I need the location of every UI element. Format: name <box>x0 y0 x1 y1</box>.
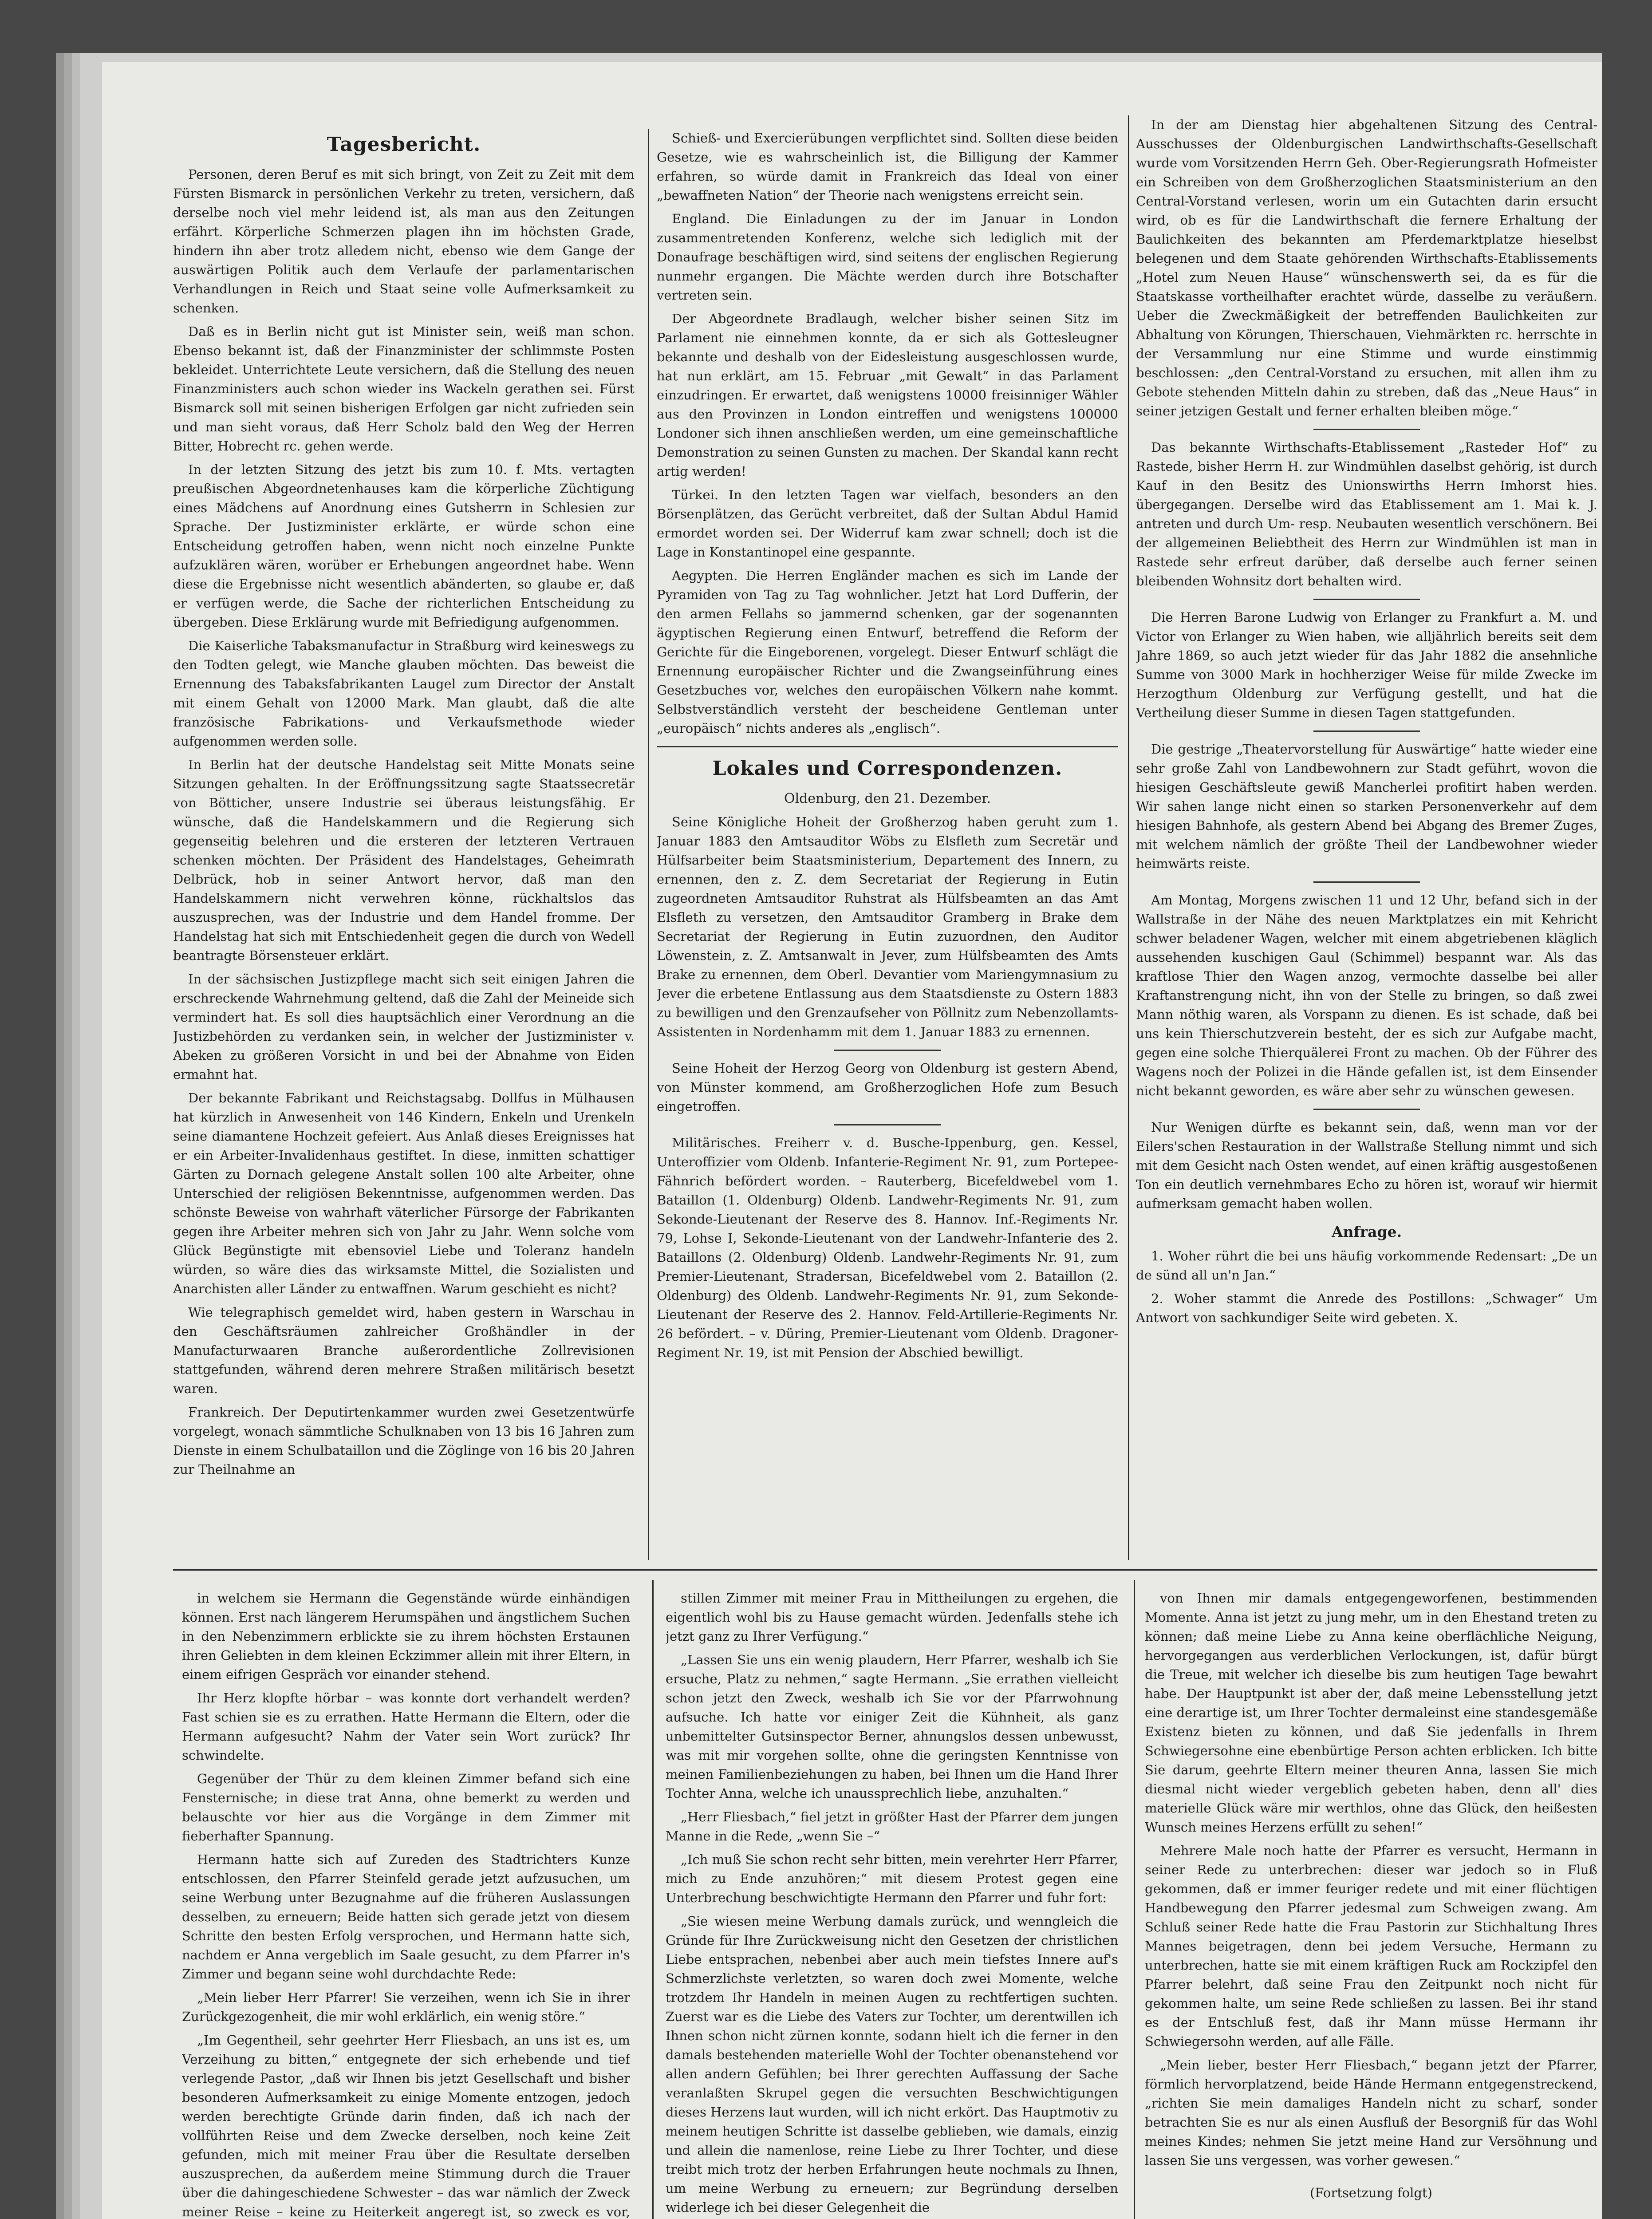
article-paragraph: Frankreich. Der Deputirtenkammer wurden zwei Gesetzentwürfe vorgelegt, wonach sämmtliche Schulknaben von 13 bis 16 Jahren zum Dienste in einem Schulbataillon und die Zöglinge von 16 bis 20 Jahren zur Theilnahme an <box>173 1405 635 1477</box>
article-paragraph: Personen, deren Beruf es mit sich bringt, von Zeit zu Zeit mit dem Fürsten Bismarck in persönlichen Verkehr zu treten, versichern, daß derselbe noch viel mehr leidend ist, als man aus den Zeitungen erfährt. Körperliche Schmerzen plagen ihn im höchsten Grade, hindern ihn aber trotz alledem nicht, ebenso wie dem Gange der auswärtigen Politik auch dem Verlaufe der parlamentarischen Verhandlungen in Reich und Staat seine volle Aufmerksamkeit zu schenken. <box>173 167 635 316</box>
column-3 <box>1136 115 1597 1558</box>
story-paragraph: „Mein lieber, bester Herr Fliesbach,“ begann jetzt der Pfarrer, förmlich hervorplatzend, beide Hände Hermann entgegenstreckend, „richten Sie mein damaliges Handeln nicht zu scharf, sonder betrachten Sie es nur als einen Ausfluß der Besorgniß für das Wohl meines Kindes; nehmen Sie jetzt meine Hand zur Versöhnung und lassen Sie uns vergessen, was vorher gewesen.“ <box>1145 2057 1597 2168</box>
divider <box>1313 599 1420 600</box>
article-paragraph: Schieß- und Exercierübungen verpflichtet sind. Sollten diese beiden Gesetze, wie es wahrscheinlich ist, die Billigung der Kammer erfahren, so würde damit in Frankreich das Ideal von einer „bewaffneten Nation“ der Theorie nach wenigstens erreicht sein. <box>657 130 1118 203</box>
article-paragraph: Am Montag, Morgens zwischen 11 und 12 Uhr, befand sich in der Wallstraße in der Nähe des neuen Marktplatzes ein mit Kehricht schwer beladener Wagen, welcher mit einem abgetriebenen kläglich aussehenden kuschigen Gaul (Schimmel) bespannt war. Als das kraftlose Thier den Wagen anzog, vermochte dasselbe bei aller Kraftanstrengung nicht, ihn von der Stelle zu bringen, so daß zwei Mann nöthig waren, als Vorspann zu dienen. Es ist schade, daß bei uns kein Thierschutzverein besteht, der es sich zur Aufgabe macht, gegen eine solche Thierquälerei Front zu machen. Ob der Führer des Wagens noch der Polizei in die Hände gefallen ist, ist dem Einsender nicht bekannt geworden, es wäre aber sehr zu wünschen gewesen. <box>1136 892 1597 1098</box>
article-paragraph: Seine Hoheit der Herzog Georg von Oldenburg ist gestern Abend, von Münster kommend, am Großherzoglichen Hofe zum Besuch eingetroffen. <box>657 1061 1118 1114</box>
story-paragraph: in welchem sie Hermann die Gegenstände würde einhändigen können. Erst nach längerem Herumspähen und ängstlichem Suchen in den Nebenzimmern erblickte sie zu ihrem höchsten Erstaunen ihren Geliebten in dem kleinen Eckzimmer allein mit ihrer Eltern, in einem eifrigen Gespräch vor einander stehend. <box>182 1591 630 1682</box>
query-heading: Anfrage. <box>1331 1223 1402 1240</box>
feuilleton-column-2 <box>666 1589 1118 2219</box>
article-paragraph: Der bekannte Fabrikant und Reichstagsabg. Dollfus in Mülhausen hat kürzlich in Anwesenheit von 146 Kindern, Enkeln und Urenkeln seine diamantene Hochzeit gefeiert. Aus Anlaß dieses Ereignisses hat er ein Arbeiter-Invalidenhaus gestiftet. In diese, inmitten schattiger Gärten zu Dornach gelegene Anstalt sollen 100 alte Arbeiter, ohne Unterschied der religiösen Bekenntnisse, aufgenommen werden. Das schönste Beweise von wahrhaft väterlicher Fürsorge der Fabrikanten gegen ihre Arbeiter mehren sich von Jahr zu Jahr. Wenn solche vom Glück Begünstigte mit ebensoviel Liebe und Toleranz handeln würden, so wäre dies das wirksamste Mittel, die Sozialisten und Anarchisten aller Länder zu entwaffnen. Warum geschieht es nicht? <box>173 1090 635 1296</box>
query-item: 1. Woher rührt die bei uns häufig vorkommende Redensart: „De un de sünd all un'n Jan.“ <box>1136 1248 1597 1283</box>
article-paragraph: Türkei. In den letzten Tagen war vielfach, besonders an den Börsenplätzen, das Gerücht verbreitet, daß der Sultan Abdul Hamid ermordet worden sei. Der Widerruf kam zwar schnell; doch ist die Lage in Konstantinopel eine gespannte. <box>657 487 1118 560</box>
article-paragraph: Die Herren Barone Ludwig von Erlanger zu Frankfurt a. M. und Victor von Erlanger zu Wien haben, wie alljährlich bereits seit dem Jahre 1869, so auch jetzt wieder für das Jahr 1882 die ansehnliche Summe von 3000 Mark in hochherziger Weise für milde Zwecke im Herzogthum Oldenburg zur Verfügung gestellt, und hat die Vertheilung dieser Summe in diesen Tagen stattgefunden. <box>1136 610 1597 720</box>
feuilleton-column-3 <box>1145 1589 1597 2219</box>
dateline: Oldenburg, den 21. Dezember. <box>784 791 991 806</box>
story-paragraph: „Mein lieber Herr Pfarrer! Sie verzeihen, wenn ich Sie in ihrer Zurückgezogenheit, die mir wohl erklärlich, ein wenig störe.“ <box>182 1990 630 2024</box>
divider <box>657 746 1118 747</box>
divider <box>834 1124 941 1125</box>
article-paragraph: Die gestrige „Theatervorstellung für Auswärtige“ hatte wieder eine sehr große Zahl von Landbewohnern zur Stadt geführt, wovon die hiesigen Geschäftsleute gewiß Mancherlei profitirt haben werden. Wir sahen lange nicht einen so starken Personenverkehr auf dem hiesigen Bahnhofe, als gestern Abend bei Abgang des Bremer Zuges, mit welchem nämlich der größte Theil der Landbewohner wieder heimwärts reiste. <box>1136 742 1597 871</box>
story-paragraph: Ihr Herz klopfte hörbar – was konnte dort verhandelt werden? Fast schien sie es zu errathen. Hatte Hermann die Eltern, oder die Hermann aufgesucht? Nahm der Vater sein Wort zurück? Ihr schwindelte. <box>182 1690 630 1763</box>
story-paragraph: von Ihnen mir damals entgegengeworfenen, bestimmenden Momente. Anna ist jetzt zu jung mehr, um in den Ehestand treten zu können; daß meine Liebe zu Anna keine oberflächliche Neigung, hervorgegangen aus verderblichen Verlockungen, ist, dafür bürgt die Treue, mit welcher ich dieselbe bis zum heutigen Tage bewahrt habe. Der Hauptpunkt ist aber der, daß meine Lebensstellung jetzt eine derartige ist, um Ihrer Tochter dermaleinst eine standesgemäße Existenz bieten zu können, und daß Sie jedenfalls in Ihrem Schwiegersohne eine ebenbürtige Person achten erblicken. Ich bitte Sie darum, geehrte Eltern meiner theuren Anna, lassen Sie mich diesmal nicht wieder vergeblich gebeten haben, denn all' dies materielle Glück wäre mir werthlos, ohne das Glück, den heißesten Wunsch meines Herzens erfüllt zu sehen!“ <box>1145 1591 1597 1835</box>
article-paragraph: Militärisches. Freiherr v. d. Busche-Ippenburg, gen. Kessel, Unteroffizier vom Oldenb. Infanterie-Regiment Nr. 91, zum Portepee-Fähnrich befördert worden. – Rauterberg, Bicefeldwebel vom 1. Bataillon (1. Oldenburg) Oldenb. Landwehr-Regiments Nr. 91, zum Sekonde-Lieutenant der Reserve des 8. Hannov. Inf.-Regiments Nr. 79, Lohse I, Sekonde-Lieutenant von der Landwehr-Infanterie des 2. Bataillons (2. Oldenburg) Oldenb. Landwehr-Regiments Nr. 91, zum Premier-Lieutenant, Stradersan, Bicefeldwebel vom 2. Bataillon (2. Oldenburg) des Oldenb. Landwehr-Regiments Nr. 91, zum Sekonde-Lieutenant der Reserve des 2. Hannov. Feld-Artillerie-Regiments Nr. 26 befördert. – v. Düring, Premier-Lieutenant vom Oldenb. Dragoner-Regiment Nr. 19, ist mit Pension der Abschied bewilligt. <box>657 1135 1118 1360</box>
story-paragraph: „Lassen Sie uns ein wenig plaudern, Herr Pfarrer, weshalb ich Sie ersuche, Platz zu nehmen,“ sagte Hermann. „Sie errathen vielleicht schon jetzt den Zweck, weshalb ich Sie vor der Pfarrwohnung aufsuche. Ich hatte vor einiger Zeit die Kühnheit, als ganz unbemittelter Gutsinspector Berner, ahnungslos dessen unbewusst, was mit mir vorgehen sollte, ohne die geringsten Kenntnisse von meinen Familienbeziehungen zu haben, bei Ihnen um die Hand Ihrer Tochter Anna, welche ich unaussprechlich liebe, anzuhalten.“ <box>666 1652 1118 1801</box>
divider <box>1313 429 1420 430</box>
divider <box>1313 1109 1420 1110</box>
article-paragraph: In der am Dienstag hier abgehaltenen Sitzung des Central-Ausschusses der Oldenburgischen Landwirthschafts-Gesellschaft wurde vom Vorsitzenden Herrn Geh. Ober-Regierungsrath Hofmeister ein Schreiben von dem Großherzoglichen Staatsministerium an den Central-Vorstand verlesen, worin um ein Gutachten darin ersucht wird, ob es für die Landwirthschaft die fernere Erhaltung der Baulichkeiten des bekannten am Pferdemarktplatze hieselbst belegenen und dem Staate gehörenden Wirthschafts-Etablissements „Hotel zum Neuen Hause“ wünschenswerth sei, da es für die Staatskasse vortheilhafter erachtet würde, dasselbe zu veräußern. Ueber die Zweckmäßigkeit der betreffenden Baulichkeiten zur Abhaltung von Körungen, Thierschauen, Viehmärkten rc. herrschte in der Versammlung nur eine Stimme und wurde einstimmig beschlossen: „den Central-Vorstand zu ersuchen, mit allen ihm zu Gebote stehenden Mitteln dahin zu streben, daß das „Neue Haus“ in seiner jetzigen Gestalt und ferner erhalten bleiben möge.“ <box>1136 117 1597 419</box>
feuilleton-rule <box>173 1569 1597 1571</box>
article-paragraph: Nur Wenigen dürfte es bekannt sein, daß, wenn man vor der Eilers'schen Restauration in der Wallstraße Stellung nimmt und sich mit dem Gesicht nach Osten wendet, auf einen kräftig ausgestoßenen Ton ein deutlich vernehmbares Echo zu hören ist, worauf wir hiermit aufmerksam gemacht haben wollen. <box>1136 1120 1597 1211</box>
story-paragraph: Mehrere Male noch hatte der Pfarrer es versucht, Hermann in seiner Rede zu unterbrechen: dieser war jedoch so in Fluß gekommen, daß er immer feuriger redete und mit einer flüchtigen Handbewegung den Pfarrer jedesmal zum Schweigen zwang. Am Schluß seiner Rede hatte die Frau Pastorin zur Stichhaltung Ihres Mannes beigetragen, denn bei jedem Versuche, Hermann zu unterbrechen, hatte sie mit einem kräftigen Ruck am Rockzipfel den Pfarrer belehrt, daß seine Frau den Zeitpunkt noch nicht für gekommen halte, um seine Rede schließen zu lassen. Bei ihr stand es der Entschluß fest, daß ihr Mann müsse Hermann ihr Schwiegersohn werden, auf alle Fälle. <box>1145 1843 1597 2049</box>
local-heading: Lokales und Correspondenzen. <box>712 757 1063 780</box>
article-paragraph: Aegypten. Die Herren Engländer machen es sich im Lande der Pyramiden von Tag zu Tag wohnlicher. Jetzt hat Lord Dufferin, der den armen Fellahs so jammernd schenken, gar der sogenannten ägyptischen Regierung einen Entwurf, betreffend die Reform der Gerichte für die Eingeborenen, vorgelegt. Dieser Entwurf schlägt die Ernennung europäischer Richter und die Zwangseinführung eines Gesetzbuches vor, welches den europäischen Völkern nahe kommt. Selbstverständlich versteht der bescheidene Gentleman unter „europäisch“ nichts anderes als „englisch“. <box>657 568 1118 736</box>
story-paragraph: „Sie wiesen meine Werbung damals zurück, und wenngleich die Gründe für Ihre Zurückweisung nicht den Gesetzen der christlichen Liebe entsprachen, nebenbei aber auch mein tiefstes Innere auf's Schmerzlichste verletzten, so waren doch zwei Momente, welche trotzdem Ihr Handeln in meinen Augen zu rechtfertigen suchten. Zuerst war es die Liebe des Vaters zur Tochter, um derentwillen ich Ihnen schon nicht zürnen konnte, sodann hielt ich die ferner in den damals bestehenden materielle Wohl der Tochter obenanstehend vor allen andern Gefühlen; bei Ihrer gerechten Auffassung der Sache veranlaßten Skrupel gegen die versuchten Beschwichtigungen dieses Herzens laut wurden, will ich nicht erkört. Das Hauptmotiv zu meinem heutigen Schritte ist dasselbe geblieben, wie damals, einzig und allein die namenlose, reine Liebe zu Ihrer Tochter, und diese treibt mich trotz der herben Erfahrungen heute nochmals zu Ihnen, um meine Werbung zu erneuern; zur Begründung derselben widerlege ich bei dieser Gelegenheit die <box>666 1914 1118 2215</box>
column-1 <box>173 129 635 1558</box>
article-paragraph: Die Kaiserliche Tabaksmanufactur in Straßburg wird keineswegs zu den Todten gelegt, wie Manche glauben möchten. Das beweist die Ernennung des Tabaksfabrikanten Laugel zum Director der Anstalt mit einem Gehalt von 12000 Mark. Man glaubt, daß die alte französische Fabrikations- und Verkaufsmethode wieder aufgenommen werden solle. <box>173 638 635 749</box>
feuilleton-column-1 <box>182 1589 630 2219</box>
section-title: Tagesbericht. <box>327 133 481 156</box>
article-paragraph: In Berlin hat der deutsche Handelstag seit Mitte Monats seine Sitzungen gehalten. In der Eröffnungssitzung sagte Staatssecretär von Bötticher, unsere Industrie sei überaus leistungsfähig. Er wünsche, daß die Handelskammern und die Regierung sich gegenseitig belehren und die ersteren der letzteren Vertrauen schenken möchten. Der Präsident des Handelstages, Geheimrath Delbrück, hob in seiner Antwort hervor, daß man den Handelskammern nicht verwehren könne, rückhaltslos das auszusprechen, was der Industrie und dem Handel fromme. Der Handelstag hat sich mit Entschiedenheit gegen die durch von Wedell beantragte Börsensteuer erklärt. <box>173 757 635 963</box>
article-paragraph: Der Abgeordnete Bradlaugh, welcher bisher seinen Sitz im Parlament nie einnehmen konnte, da er sich als Gottesleugner bekannte und deshalb von der Eidesleistung ausgeschlossen wurde, hat nun erklärt, am 15. Februar „mit Gewalt“ in das Parlament einzudringen. Er erwartet, daß wenigstens 10000 freisinniger Wähler aus den Provinzen in London eintreffen und wenigstens 100000 Londoner sich ihnen anschließen werden, um eine gemeinschaftliche Demonstration zu seinen Gunsten zu machen. Der Skandal kann recht artig werden! <box>657 311 1118 479</box>
story-paragraph: Gegenüber der Thür zu dem kleinen Zimmer befand sich eine Fensternische; in diese trat Anna, ohne bemerkt zu werden und belauschte vor hier aus die Vorgänge in dem Zimmer mit fieberhafter Spannung. <box>182 1771 630 1844</box>
article-paragraph: In der sächsischen Justizpflege macht sich seit einigen Jahren die erschreckende Wahrnehmung geltend, daß die Zahl der Meineide sich vermindert hat. Es soll dies hauptsächlich einer Verordnung an die Justizbehörden zu verdanken sein, in welcher der Justizminister v. Abeken zu größeren Vorsicht in und bei der Abnahme von Eiden ermahnt hat. <box>173 971 635 1082</box>
column-rule <box>1134 1580 1135 2219</box>
divider <box>1313 730 1420 732</box>
query-item: 2. Woher stammt die Anrede des Postillons: „Schwager“ Um Antwort von sachkundiger Seite wird gebeten. X. <box>1136 1291 1597 1325</box>
article-paragraph: In der letzten Sitzung des jetzt bis zum 10. f. Mts. vertagten preußischen Abgeordnetenhauses kam die körperliche Züchtigung eines Mädchens auf Anordnung eines Gutsherrn in Schlesien zur Sprache. Der Justizminister erklärte, er würde schon eine Entscheidung getroffen haben, wenn nicht noch einzelne Punkte aufzuklären wären, worüber er Erhebungen angeordnet habe. Wenn diese die Ergebnisse nicht wesentlich abänderten, so glaube er, daß er verfügen werde, die Sache der richterlichen Entscheidung zu übergeben. Diese Erklärung wurde mit Befriedigung aufgenommen. <box>173 462 635 630</box>
article-paragraph: Das bekannte Wirthschafts-Etablissement „Rasteder Hof“ zu Rastede, bisher Herrn H. zur Windmühlen daselbst gehörig, ist durch Kauf in den Besitz des Unionswirths Herrn Imhorst hies. übergegangen. Derselbe wird das Etablissement am 1. Mai k. J. antreten und durch Um- resp. Neubauten wesentlich verschönern. Bei der allgemeinen Beliebtheit des Herrn zur Windmühlen ist man in Rastede sehr erfreut darüber, daß derselbe auch ferner seinen bleibenden Wohnsitz dort behalten wird. <box>1136 440 1597 588</box>
column-rule <box>652 1580 654 2219</box>
article-paragraph: Daß es in Berlin nicht gut ist Minister sein, weiß man schon. Ebenso bekannt ist, daß der Finanzminister der schlimmste Posten bekleidet. Unterrichtete Leute versichern, daß die Stellung des neuen Finanzministers auch schon wieder ins Wackeln gerathen sei. Fürst Bismarck soll mit seinen bisherigen Erfolgen gar nicht zufrieden sein und man sieht voraus, daß Herr Scholz bald den Weg der Herren Bitter, Hobrecht rc. gehen werde. <box>173 324 635 454</box>
article-paragraph: England. Die Einladungen zu der im Januar in London zusammentretenden Konferenz, welche sich lediglich mit der Donaufrage beschäftigen wird, sind seitens der englischen Regierung nunmehr ergangen. Die Mächte werden durch ihre Botschafter vertreten sein. <box>657 211 1118 303</box>
divider <box>1313 881 1420 883</box>
column-rule <box>648 129 649 1560</box>
story-paragraph: „Ich muß Sie schon recht sehr bitten, mein verehrter Herr Pfarrer, mich zu Ende anzuhören;“ mit diesem Protest gegen eine Unterbrechung beschwichtigte Hermann den Pfarrer und fuhr fort: <box>666 1852 1118 1905</box>
column-2 <box>657 129 1118 1558</box>
divider <box>834 1050 941 1051</box>
continuation-note: (Fortsetzung folgt) <box>1310 2185 1432 2200</box>
story-paragraph: „Herr Fliesbach,“ fiel jetzt in größter Hast der Pfarrer dem jungen Manne in die Rede, „wenn Sie –“ <box>666 1809 1118 1844</box>
article-paragraph: Seine Königliche Hoheit der Großherzog haben geruht zum 1. Januar 1883 den Amtsauditor Wöbs zu Elsfleth zum Secretär und Hülfsarbeiter beim Staatsministerium, Departement des Innern, zu ernennen, den z. Z. dem Secretariat der Regierung in Eutin zugeordneten Amtsauditor Ruhstrat als Hülfsbeamten an das Amt Elsfleth zu versetzen, den Amtsauditor Gramberg in Brake dem Secretariat der Regierung in Eutin zuzuordnen, den Auditor Löwenstein, z. Z. Amtsanwalt in Jever, zum Hülfsbeamten des Amts Brake zu ernennen, dem Oberl. Devantier vom Mariengymnasium zu Jever die erbetene Entlassung aus dem Staatsdienste zu Ostern 1883 zu bewilligen und den Grenzaufseher von Pöllnitz zum Nebenzollamts-Assistenten in Nordenhamm mit dem 1. Januar 1883 zu ernennen. <box>657 814 1118 1039</box>
article-paragraph: Wie telegraphisch gemeldet wird, haben gestern in Warschau in den Geschäftsräumen zahlreicher Großhändler in der Manufacturwaaren Branche außerordentliche Zollrevisionen stattgefunden, während deren mehrere Straßen militärisch besetzt waren. <box>173 1305 635 1396</box>
story-paragraph: Hermann hatte sich auf Zureden des Stadtrichters Kunze entschlossen, den Pfarrer Steinfeld gerade jetzt aufzusuchen, um seine Werbung unter Bezugnahme auf die früheren Auslassungen desselben, zu erneuern; Beide hatten sich gerade jetzt von diesem Schritte den besten Erfolg versprochen, und Hermann hatte sich, nachdem er Anna vergeblich im Saale gesucht, zu dem Pfarrer in's Zimmer und begann seine wohl durchdachte Rede: <box>182 1852 630 1982</box>
column-rule <box>1128 115 1129 1560</box>
story-paragraph: „Im Gegentheil, sehr geehrter Herr Fliesbach, an uns ist es, um Verzeihung zu bitten,“ entgegnete der sich erhebende und tief verlegende Pastor, „daß wir Ihnen bis jetzt Gesellschaft und bisher besonderen Aufmerksamkeit zu einige Momente entzogen, jedoch werden berechtigte Gründe darin finden, daß ich nach der vollführten Reise und dem Zwecke derselben, noch keine Zeit gefunden, mich mit meiner Frau über die Resultate derselben auszusprechen, da außerdem meine Stimmung durch die Trauer über die dahingeschiedene Schwester – das war nämlich der Zweck meiner Reise – keine zu Heiterkeit angeregt ist, so zweck es vor, <box>182 2033 630 2219</box>
story-paragraph: stillen Zimmer mit meiner Frau in Mittheilungen zu ergehen, die eigentlich wohl bis zu Hause gemacht würden. Jedenfalls stehe ich jetzt ganz zu Ihrer Verfügung.“ <box>666 1591 1118 1644</box>
